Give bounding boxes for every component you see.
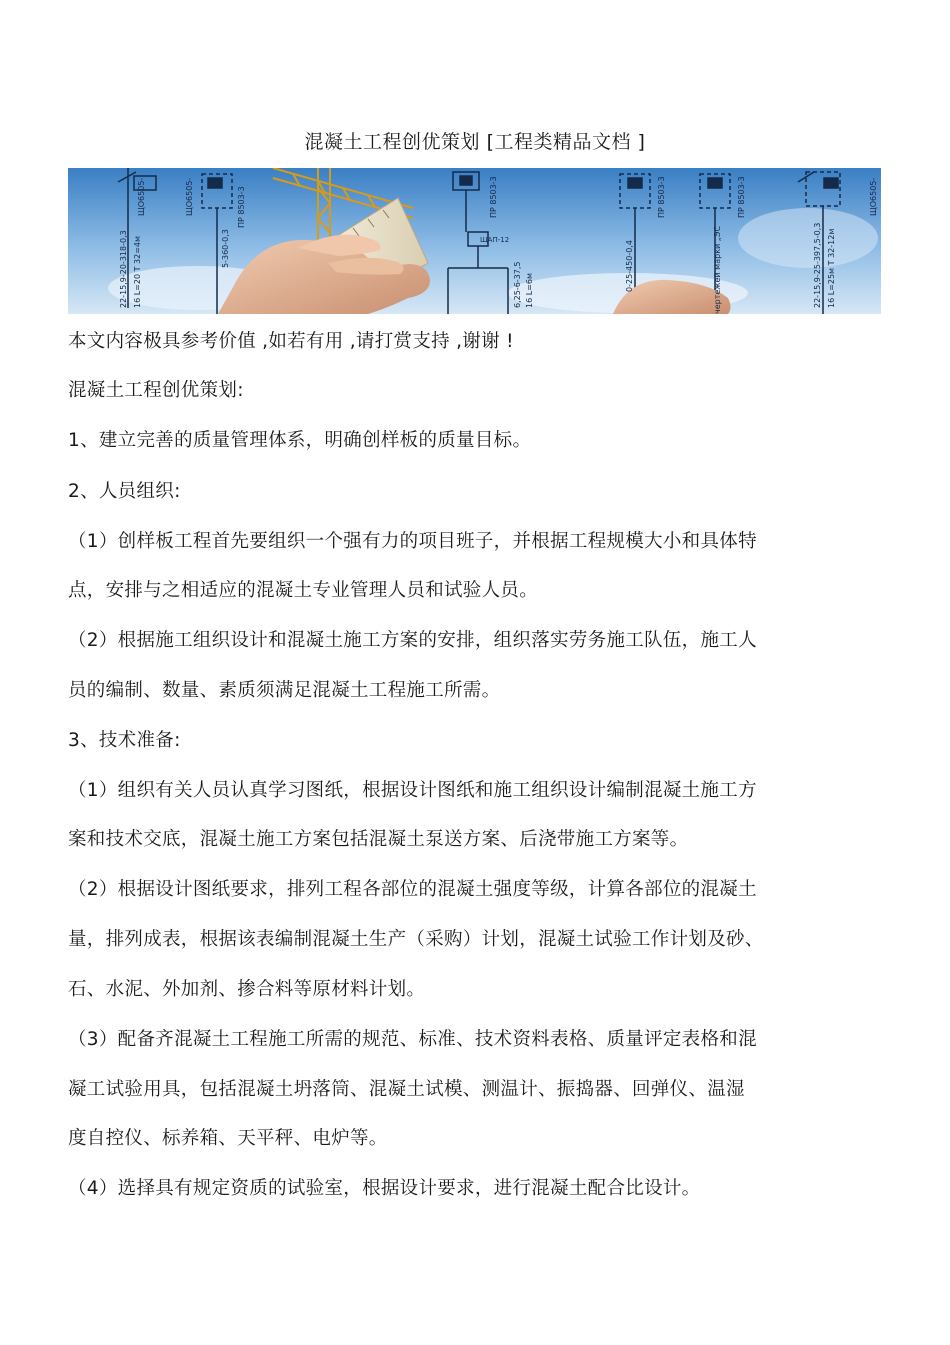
banner-label: 22-15,9-20-318-0,3 xyxy=(119,230,128,308)
paragraph-line: 量，排列成表，根据该表编制混凝土生产（采购）计划，混凝土试验工作计划及砂、 xyxy=(68,929,764,950)
banner-label: 16 L=20 T 32=4м xyxy=(133,235,142,308)
paragraph-line: 案和技术交底，混凝土施工方案包括混凝土泵送方案、后浇带施工方案等。 xyxy=(68,829,689,850)
banner-label: ПР 8503-3 xyxy=(237,186,246,228)
banner-label: ЩО6505- xyxy=(869,177,878,216)
paragraph-line: 2、人员组织: xyxy=(68,481,181,502)
paragraph-line: （2）根据施工组织设计和混凝土施工方案的安排，组织落实劳务施工队伍，施工人 xyxy=(68,630,757,651)
banner-label: ПР 8503-3 xyxy=(737,176,746,218)
banner-label: ПР 8503-3 xyxy=(489,176,498,218)
paragraph-line: 点，安排与之相适应的混凝土专业管理人员和试验人员。 xyxy=(68,580,539,601)
paragraph-line: （1）创样板工程首先要组织一个强有力的项目班子，并根据工程规模大小和具体特 xyxy=(68,531,757,552)
banner-label: ЩО6505- xyxy=(137,177,146,216)
blueprint-crane-hands-illustration xyxy=(68,168,881,314)
paragraph-line: （4）选择具有规定资质的试验室，根据设计要求，进行混凝土配合比设计。 xyxy=(68,1178,701,1199)
banner-label: 22-15,9-25-397,5-0,3 xyxy=(813,222,822,308)
banner-label: 6,25-6-37,5 xyxy=(513,261,522,308)
paragraph-line: （2）根据设计图纸要求，排列工程各部位的混凝土强度等级，计算各部位的混凝土 xyxy=(68,879,757,900)
notice-line: 本文内容极具参考价值 ,如若有用 ,请打赏支持 ,谢谢 ! xyxy=(68,331,514,352)
paragraph-line: 员的编制、数量、素质须满足混凝土工程施工所需。 xyxy=(68,680,501,701)
banner-label: 0-25-450-0,4 xyxy=(625,240,634,292)
paragraph-line: 凝工试验用具，包括混凝土坍落筒、混凝土试模、测温计、振捣器、回弹仪、温湿 xyxy=(68,1079,745,1100)
paragraph-line: （3）配备齐混凝土工程施工所需的规范、标准、技术资料表格、质量评定表格和混 xyxy=(68,1029,757,1050)
banner-label: чертежей марки „ЭС xyxy=(713,225,722,314)
banner-label: ПР 8503-3 xyxy=(657,176,666,218)
banner-image xyxy=(68,168,881,314)
paragraph-line: （1）组织有关人员认真学习图纸，根据设计图纸和施工组织设计编制混凝土施工方 xyxy=(68,780,757,801)
banner-label: 16 L=25м T 32-12м xyxy=(827,228,836,308)
document-title: 混凝土工程创优策划 [工程类精品文档 ] xyxy=(304,131,646,153)
banner-label: ЩО6505- xyxy=(185,177,194,216)
banner-label: 5-360-0,3 xyxy=(221,229,230,268)
paragraph-line: 1、建立完善的质量管理体系，明确创样板的质量目标。 xyxy=(68,430,532,451)
paragraph-line: 石、水泥、外加剂、掺合料等原材料计划。 xyxy=(68,979,426,1000)
paragraph-line: 混凝土工程创优策划: xyxy=(68,380,244,401)
banner-label: 16 L=6м xyxy=(525,272,534,308)
paragraph-line: 度自控仪、标养箱、天平秤、电炉等。 xyxy=(68,1128,388,1149)
banner-label: ЩАП-12 xyxy=(480,236,510,244)
paragraph-line: 3、技术准备: xyxy=(68,730,181,751)
